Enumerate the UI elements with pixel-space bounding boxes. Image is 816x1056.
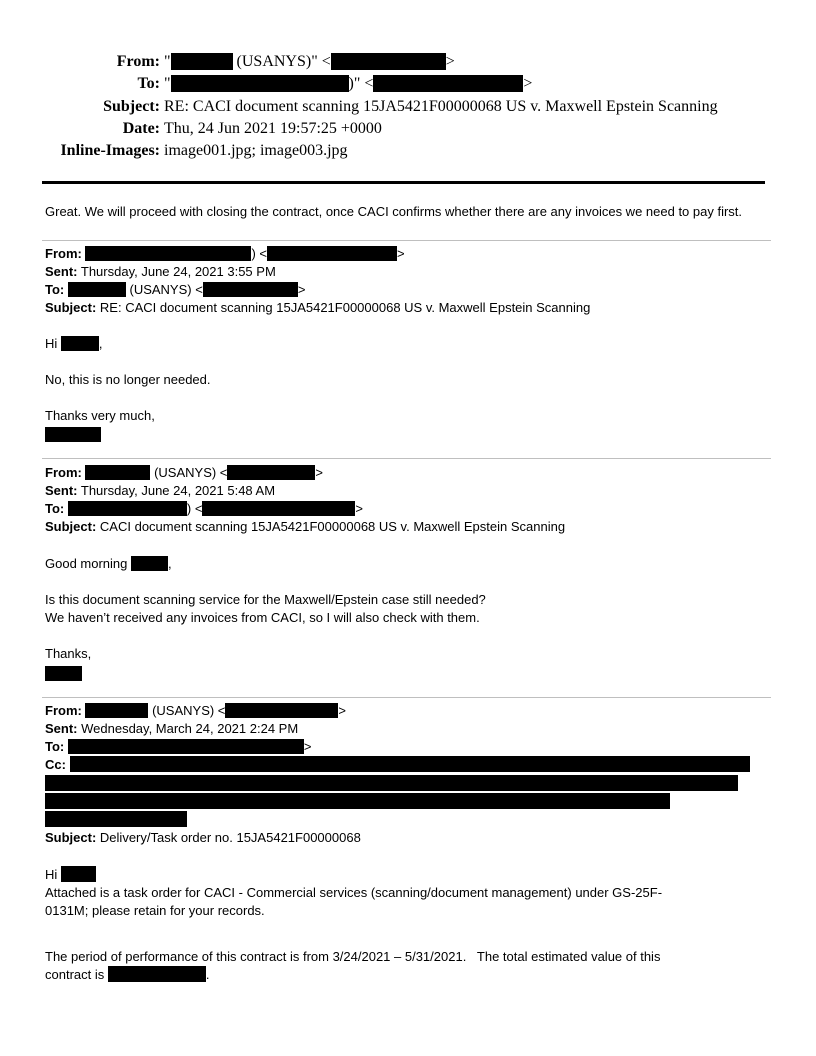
- subject-value: RE: CACI document scanning 15JA5421F00000068 US v. Maxwell Epstein Scanning: [99, 300, 591, 315]
- redaction-box: [267, 246, 397, 261]
- redaction-box: [85, 703, 148, 718]
- body-line: 0131M; please retain for your records.: [45, 903, 265, 918]
- subject-value: RE: CACI document scanning 15JA5421F00000068 US v. Maxwell Epstein Scanning: [164, 97, 718, 115]
- quoted-email-1-body: [45, 335, 211, 442]
- from-close-text: >: [315, 465, 323, 480]
- divider-thin: [42, 240, 771, 241]
- to-label: To:: [45, 501, 65, 516]
- signature-redaction-box: [45, 427, 101, 442]
- to-line: [45, 500, 565, 518]
- from-close-text: >: [445, 53, 455, 70]
- redaction-box: [171, 75, 349, 92]
- subject-label: Subject:: [45, 300, 97, 315]
- from-mid-text: ) <: [251, 246, 268, 261]
- greeting-text: Hi: [45, 336, 61, 351]
- divider-thin: [42, 697, 771, 698]
- subject-label: Subject:: [45, 830, 97, 845]
- subject-line: [45, 829, 750, 847]
- subject-label: Subject:: [45, 519, 97, 534]
- redaction-bar: [45, 793, 670, 809]
- subject-value: CACI document scanning 15JA5421F00000068 US v. Maxwell Epstein Scanning: [99, 519, 566, 534]
- sent-line: [45, 263, 590, 281]
- redaction-box: [68, 739, 304, 754]
- redaction-box: [85, 246, 251, 261]
- from-label: From:: [45, 703, 82, 718]
- body-line: We haven’t received any invoices from CACI, so I will also check with them.: [45, 610, 480, 625]
- from-open-quote: ": [164, 53, 171, 70]
- sent-label: Sent:: [45, 264, 78, 279]
- divider-thick: [42, 181, 765, 184]
- greeting-text: Good morning: [45, 556, 131, 571]
- greeting-line: [45, 555, 486, 573]
- body-line: [45, 966, 660, 984]
- greeting-line: [45, 866, 662, 884]
- redaction-bar: [45, 811, 187, 827]
- blank-line: [45, 353, 211, 371]
- greeting-after-text: ,: [168, 556, 172, 571]
- body-text: contract is: [45, 967, 108, 982]
- message-header: [43, 51, 718, 162]
- greeting-text: Hi: [45, 867, 61, 882]
- inline-images-value: image001.jpg; image003.jpg: [164, 142, 348, 160]
- date-value: Thu, 24 Jun 2021 19:57:25 +0000: [164, 119, 382, 137]
- redaction-box: [61, 866, 96, 882]
- to-close-text: >: [303, 739, 312, 754]
- body-line: No, this is no longer needed.: [45, 372, 211, 387]
- to-value: [164, 73, 718, 95]
- from-line: [45, 702, 750, 720]
- date-label: Date:: [122, 119, 160, 137]
- quoted-email-1-header: [45, 245, 590, 317]
- redaction-box: [131, 556, 168, 571]
- sent-value: Thursday, June 24, 2021 3:55 PM: [80, 264, 276, 279]
- to-label: To:: [45, 282, 65, 297]
- redaction-bar: [45, 775, 738, 791]
- to-label: To:: [45, 739, 65, 754]
- from-label: From:: [45, 465, 82, 480]
- redaction-box: [171, 53, 233, 70]
- from-mid-text: (USANYS)" <: [232, 53, 331, 70]
- sent-value: Wednesday, March 24, 2021 2:24 PM: [81, 721, 299, 736]
- closing-line: Thanks very much,: [45, 408, 155, 423]
- body-after-text: .: [205, 967, 210, 982]
- to-mid-text: )" <: [348, 75, 374, 93]
- quoted-email-2-body: [45, 555, 486, 681]
- to-line: [45, 738, 750, 756]
- quoted-email-3-header: [45, 702, 750, 847]
- sent-line: [45, 482, 565, 500]
- redaction-box: [225, 703, 338, 718]
- redaction-box: [70, 756, 750, 772]
- body-line: Attached is a task order for CACI - Commercial services (scanning/document management) under GS-25F-: [45, 885, 663, 900]
- subject-label: Subject:: [103, 97, 160, 115]
- quoted-email-3-body: [45, 866, 662, 920]
- cc-label: Cc:: [45, 757, 66, 772]
- redaction-box: [331, 53, 446, 70]
- blank-line: [45, 627, 486, 645]
- subject-line: [45, 518, 565, 536]
- sent-line: [45, 720, 750, 738]
- body-line: Is this document scanning service for the Maxwell/Epstein case still needed?: [45, 592, 486, 607]
- subject-line: [45, 299, 590, 317]
- from-mid-text: (USANYS) <: [150, 465, 228, 480]
- intro-paragraph: [45, 203, 742, 221]
- redaction-box: [373, 75, 523, 92]
- redaction-box: [227, 465, 315, 480]
- blank-line: [45, 389, 211, 407]
- from-value: [164, 51, 718, 73]
- to-close-text: >: [297, 282, 306, 297]
- divider-thin: [42, 458, 771, 459]
- sent-label: Sent:: [45, 483, 78, 498]
- subject-value: Delivery/Task order no. 15JA5421F00000068: [99, 830, 361, 845]
- to-mid-text: ) <: [186, 501, 203, 516]
- redaction-box: [61, 336, 99, 351]
- intro-line: Great. We will proceed with closing the contract, once CACI confirms whether there are any invoices we need to pay first.: [45, 204, 743, 219]
- redaction-box: [108, 966, 206, 982]
- redaction-box: [68, 282, 126, 297]
- redaction-box: [203, 282, 298, 297]
- to-line: [45, 281, 590, 299]
- greeting-after-text: ,: [98, 336, 103, 351]
- from-label: From:: [116, 53, 160, 70]
- from-close-text: >: [338, 703, 346, 718]
- redaction-box: [85, 465, 150, 480]
- quoted-email-3-body-2: [45, 948, 660, 984]
- redaction-box: [68, 501, 187, 516]
- to-mid-text: (USANYS) <: [125, 282, 203, 297]
- closing-line: Thanks,: [45, 646, 92, 661]
- sent-label: Sent:: [45, 721, 78, 736]
- to-close-text: >: [355, 501, 364, 516]
- cc-line: [45, 756, 750, 774]
- redaction-box: [202, 501, 355, 516]
- greeting-line: [45, 335, 211, 353]
- from-close-text: >: [397, 246, 405, 261]
- from-line: [45, 245, 590, 263]
- from-mid-text: (USANYS) <: [148, 703, 226, 718]
- signature-redaction-box: [45, 666, 82, 681]
- inline-images-label: Inline-Images:: [60, 142, 160, 160]
- body-line: The period of performance of this contract is from 3/24/2021 – 5/31/2021. The total estimated value of this: [45, 949, 661, 964]
- to-open-quote: ": [164, 75, 171, 93]
- from-line: [45, 464, 565, 482]
- quoted-email-2-header: [45, 464, 565, 536]
- from-label: From:: [45, 246, 82, 261]
- to-close-text: >: [523, 75, 533, 93]
- sent-value: Thursday, June 24, 2021 5:48 AM: [80, 483, 276, 498]
- blank-line: [45, 573, 486, 591]
- to-label: To:: [137, 75, 160, 93]
